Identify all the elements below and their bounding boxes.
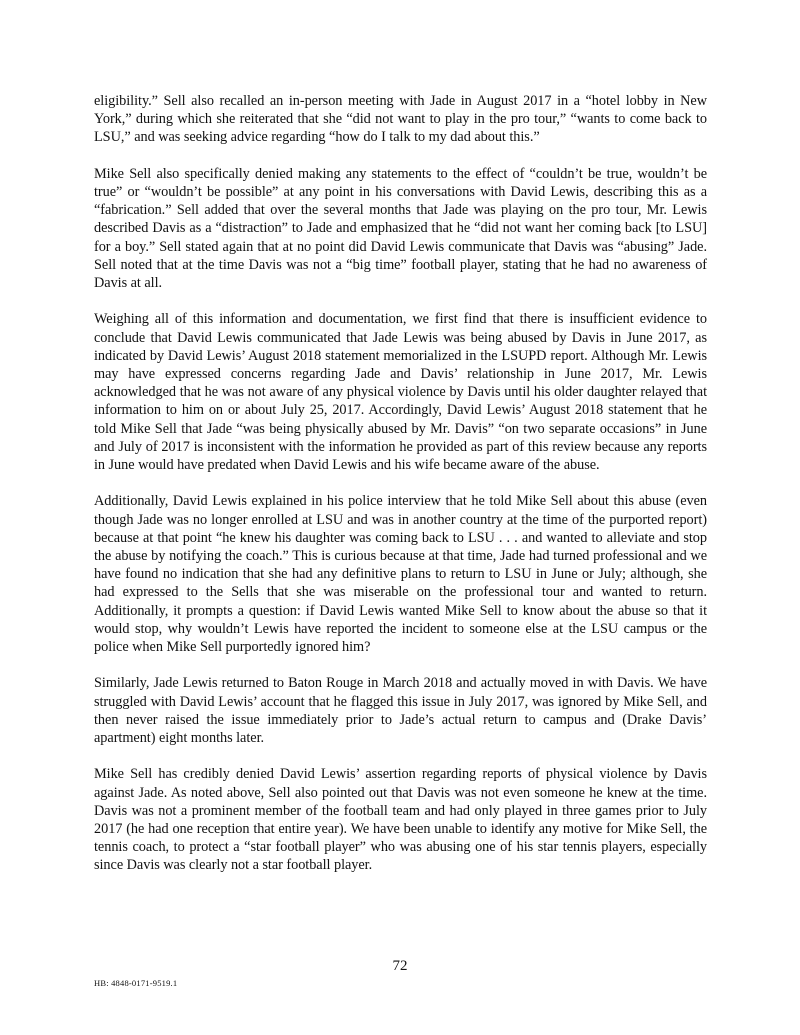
paragraph-6: Mike Sell has credibly denied David Lewis’ assertion regarding reports of physical violence by Davis against Jade. As noted above, Sell also pointed out that Davis was not even someone he knew at the time. Davis was not a prominent member of the football team and had only played in three games prior to July 2017 (he had one reception that entire year). We have been unable to identify any motive for Mike Sell, the tennis coach, to protect a “star football player” who was abusing one of his star tennis players, especially since Davis was clearly not a star football player.	[94, 766, 707, 874]
paragraph-3: Weighing all of this information and documentation, we first find that there is insufficient evidence to conclude that David Lewis communicated that Jade Lewis was being abused by Davis in June 2017, as indicated by David Lewis’ August 2018 statement memorialized in the LSUPD report. Although Mr. Lewis may have expressed concerns regarding Jade and Davis’ relationship in June 2017, Mr. Lewis acknowledged that he was not aware of any physical violence by Davis until his older daughter relayed that information to him on or about July 25, 2017. Accordingly, David Lewis’ August 2018 statement that he told Mike Sell that Jade “was being physically abused by Mr. Davis” “on two separate occasions” in June and July of 2017 is inconsistent with the information he provided as part of this review because any reports in June would have predated when David Lewis and his wife became aware of the abuse.	[94, 311, 707, 474]
paragraph-5: Similarly, Jade Lewis returned to Baton Rouge in March 2018 and actually moved in with Davis. We have struggled with David Lewis’ account that he flagged this issue in July 2017, was ignored by Mike Sell, and then never raised the issue immediately prior to Jade’s actual return to campus and (Drake Davis’ apartment) eight months later.	[94, 675, 707, 747]
page-body	[94, 92, 707, 893]
paragraph-4: Additionally, David Lewis explained in his police interview that he told Mike Sell about this abuse (even though Jade was no longer enrolled at LSU and was in another country at the time of the purported report) because at that point “he knew his daughter was coming back to LSU . . . and wanted to alleviate and stop the abuse by notifying the coach.” This is curious because at that time, Jade had turned professional and we have found no indication that she had any definitive plans to return to LSU in June or July; although, she had expressed to the Sells that she was miserable on the professional tour and wanted to return. Additionally, it prompts a question: if David Lewis wanted Mike Sell to know about the abuse so that it would stop, why wouldn’t Lewis have reported the incident to someone else at the LSU campus or the police when Mike Sell purportedly ignored him?	[94, 493, 707, 656]
page-number: 72	[392, 958, 408, 974]
paragraph-2: Mike Sell also specifically denied making any statements to the effect of “couldn’t be true, wouldn’t be true” or “wouldn’t be possible” at any point in his conversations with David Lewis, describing this as a “fabrication.” Sell added that over the several months that Jade was playing on the pro tour, Mr. Lewis described Davis as a “distraction” to Jade and emphasized that he “did not want her coming back [to LSU] for a boy.” Sell stated again that at no point did David Lewis communicate that Davis was “abusing” Jade. Sell noted that at the time Davis was not a “big time” football player, stating that he had no awareness of Davis at all.	[94, 165, 707, 292]
paragraph-1: eligibility.” Sell also recalled an in-person meeting with Jade in August 2017 in a “hotel lobby in New York,” during which she reiterated that she “did not want to play in the pro tour,” “wants to come back to LSU,” and was seeking advice regarding “how do I talk to my dad about this.”	[94, 93, 707, 146]
document-id: HB: 4848-0171-9519.1	[94, 978, 178, 988]
